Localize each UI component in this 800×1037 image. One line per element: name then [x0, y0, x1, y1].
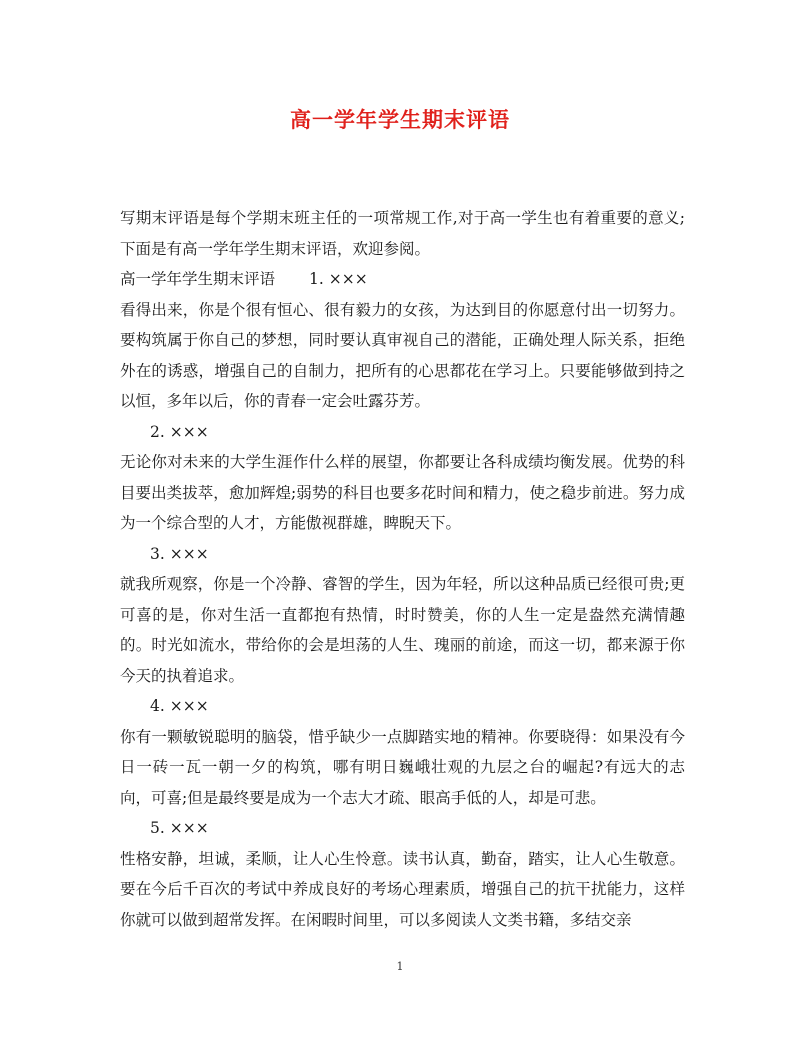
item-label-5: 5. ××× — [150, 819, 209, 837]
comment-paragraph-3: 就我所观察，你是一个冷静、睿智的学生，因为年轻，所以这种品质已经很可贵;更可喜的是，你对生活一直都抱有热情，时时赞美，你的人生一定是盎然充满情趣的。时光如流水，带给你的会是坦荡的人生、瑰丽的前途，而这一切，都来源于你今天的执着追求。 — [120, 575, 685, 685]
item-label-1: 1. ××× — [309, 270, 368, 288]
item-label-2: 2. ××× — [150, 422, 209, 441]
comment-paragraph-2: 无论你对未来的大学生涯作什么样的展望，你都要让各科成绩均衡发展。优势的科目要出类拔萃，愈加辉煌;弱势的科目也要多花时间和精力，使之稳步前进。努力成为一个综合型的人才，方能傲视群雄，睥睨天下。 — [120, 453, 685, 532]
intro-paragraph: 写期末评语是每个学期末班主任的一项常规工作,对于高一学生也有着重要的意义;下面是有高一学年学生期末评语，欢迎参阅。 — [120, 209, 685, 258]
comment-paragraph-1: 看得出来，你是个很有恒心、很有毅力的女孩，为达到目的你愿意付出一切努力。要构筑属于你自己的梦想，同时要认真审视自己的潜能，正确处理人际关系，拒绝外在的诱惑，增强自己的自制力，把所有的心思都花在学习上。只要能够做到持之以恒，多年以后，你的青春一定会吐露芬芳。 — [120, 300, 685, 410]
page-number: 1 — [396, 960, 404, 973]
item-label-3: 3. ××× — [150, 544, 209, 563]
section-heading: 高一学年学生期末评语 — [120, 270, 276, 288]
page-title: 高一学年学生期末评语 — [290, 107, 510, 132]
item-label-4: 4. ××× — [150, 697, 209, 715]
comment-paragraph-4: 你有一颗敏锐聪明的脑袋，惜乎缺少一点脚踏实地的精神。你要晓得：如果没有今日一砖一瓦一朝一夕的构筑，哪有明日巍峨壮观的九层之台的崛起?有远大的志向，可喜;但是最终要是成为一个志大才疏、眼高手低的人，却是可悲。 — [120, 727, 685, 807]
section-heading-line — [120, 264, 685, 295]
comment-paragraph-5: 性格安静，坦诚，柔顺，让人心生怜意。读书认真，勤奋，踏实，让人心生敬意。要在今后千百次的考试中养成良好的考场心理素质，增强自己的抗干扰能力，这样你就可以做到超常发挥。在闲暇时间里，可以多阅读人文类书籍，多结交亲 — [120, 849, 685, 929]
document-body — [120, 203, 685, 935]
